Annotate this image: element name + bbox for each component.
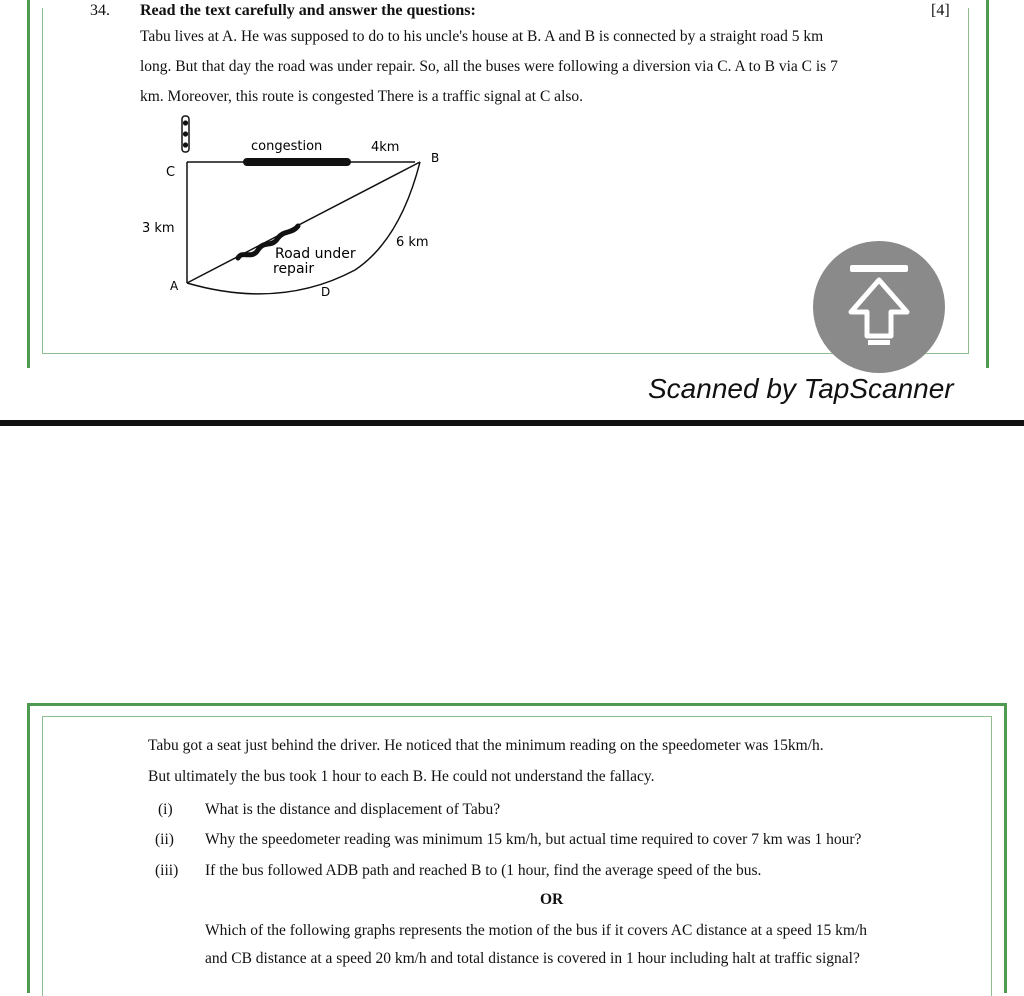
question-number: 34. [90,2,110,19]
item-label: (ii) [155,831,174,848]
passage-line: long. But that day the road was under repair. So, all the buses were following a diversion via C. A to B via C is 7 [140,58,838,75]
item-text: Why the speedometer reading was minimum 15 km/h, but actual time required to cover 7 km was 1 hour? [205,831,862,848]
page-divider [0,420,1024,426]
distance-ac-label: 3 km [142,221,175,236]
traffic-signal-icon [182,116,189,152]
item-text: What is the distance and displacement of Tabu? [205,801,501,818]
passage [140,22,920,112]
route-diagram [130,110,460,310]
or-line: and CB distance at a speed 20 km/h and total distance is covered in 1 hour including halt at traffic signal? [205,950,860,967]
repair-label-line1: Road under [275,246,356,262]
item-label: (iii) [155,862,179,879]
passage-line: km. Moreover, this route is congested There is a traffic signal at C also. [140,88,584,105]
point-d-label: D [321,285,331,299]
congestion-label: congestion [251,139,323,154]
continuation-line: Tabu got a seat just behind the driver. He noticed that the minimum reading on the speedometer was 15km/h. [148,737,824,754]
passage-line: Tabu lives at A. He was supposed to do to his uncle's house at B. A and B is connected by a straight road 5 km [140,28,824,45]
congestion-bar [243,158,351,166]
repair-label-line2: repair [273,261,315,277]
upload-arrow-icon[interactable] [812,240,946,374]
point-a-label: A [170,279,179,293]
question-marks: [4] [931,2,950,19]
point-c-label: C [166,165,176,180]
or-separator: OR [540,891,564,908]
distance-cb-label: 4km [371,140,400,155]
question-heading: Read the text carefully and answer the questions: [140,2,476,19]
item-text: If the bus followed ADB path and reached B to (1 hour, find the average speed of the bus. [205,862,762,879]
item-label: (i) [158,801,173,818]
point-b-label: B [431,151,440,165]
continuation-line: But ultimately the bus took 1 hour to each B. He could not understand the fallacy. [148,768,655,785]
distance-db-label: 6 km [396,235,429,250]
watermark-text: Scanned by TapScanner [648,373,954,404]
or-line: Which of the following graphs represents the motion of the bus if it covers AC distance at a speed 15 km/h [205,922,868,939]
